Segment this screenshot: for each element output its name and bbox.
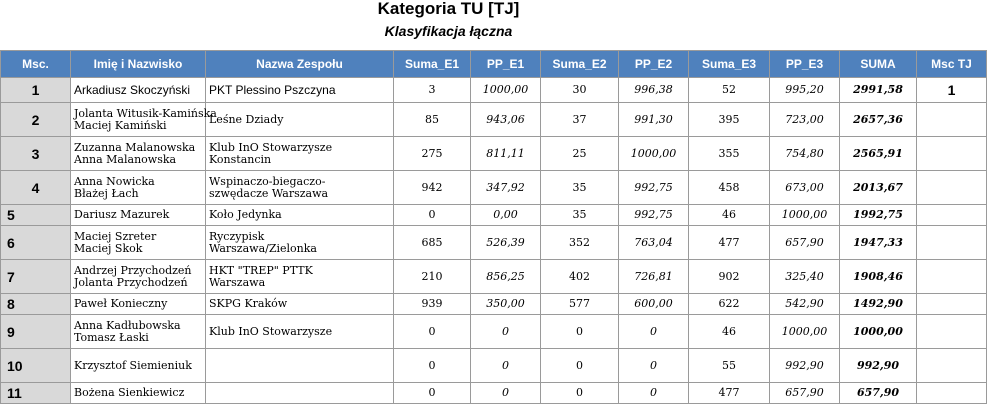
participant-name: Dariusz Mazurek xyxy=(74,208,170,221)
suma-cell: 2013,67 xyxy=(840,171,917,205)
participant-names-cell xyxy=(71,137,206,171)
place-cell: 3 xyxy=(1,137,71,171)
team-name-cell xyxy=(206,226,394,260)
suma-e2-cell: 35 xyxy=(541,171,619,205)
table-row xyxy=(1,137,987,171)
msc-tj-cell xyxy=(917,315,987,349)
suma-e2-cell: 0 xyxy=(541,349,619,383)
place-cell: 11 xyxy=(1,383,71,404)
table-row xyxy=(1,103,987,137)
participant-name: Tomasz Łaski xyxy=(74,330,149,344)
pp-e3-cell: 992,90 xyxy=(770,349,840,383)
suma-e3-cell: 395 xyxy=(689,103,770,137)
suma-cell: 1492,90 xyxy=(840,294,917,315)
msc-tj-cell xyxy=(917,103,987,137)
msc-tj-cell xyxy=(917,137,987,171)
team-name-line: Koło Jedynka xyxy=(209,208,282,221)
suma-e1-cell: 210 xyxy=(394,260,471,294)
pp-e2-cell: 1000,00 xyxy=(619,137,689,171)
suma-e1-cell: 939 xyxy=(394,294,471,315)
pp-e3-cell: 1000,00 xyxy=(770,315,840,349)
msc-tj-cell xyxy=(917,294,987,315)
team-name-line: Klub InO Stowarzysze xyxy=(209,140,333,154)
suma-e3-cell: 477 xyxy=(689,226,770,260)
participant-name: Krzysztof Siemieniuk xyxy=(74,358,192,372)
team-name-line: SKPG Kraków xyxy=(209,297,288,310)
suma-e2-cell: 0 xyxy=(541,315,619,349)
column-header-suma-e1: Suma_E1 xyxy=(394,51,471,78)
participant-names-cell xyxy=(71,205,206,226)
suma-e1-cell: 0 xyxy=(394,349,471,383)
table-row xyxy=(1,294,987,315)
msc-tj-cell xyxy=(917,349,987,383)
suma-e3-cell: 46 xyxy=(689,315,770,349)
table-row xyxy=(1,260,987,294)
column-header-suma: SUMA xyxy=(840,51,917,78)
table-row xyxy=(1,349,987,383)
participant-names-cell xyxy=(71,260,206,294)
suma-e1-cell: 0 xyxy=(394,383,471,404)
pp-e1-cell: 1000,00 xyxy=(471,78,541,103)
suma-cell: 657,90 xyxy=(840,383,917,404)
participant-names-cell xyxy=(71,315,206,349)
pp-e1-cell: 350,00 xyxy=(471,294,541,315)
suma-e2-cell: 352 xyxy=(541,226,619,260)
suma-cell: 2565,91 xyxy=(840,137,917,171)
team-name-cell xyxy=(206,260,394,294)
team-name-line: Ryczypisk xyxy=(209,229,265,243)
participant-name: Maciej Skok xyxy=(74,241,143,255)
pp-e3-cell: 754,80 xyxy=(770,137,840,171)
suma-e2-cell: 30 xyxy=(541,78,619,103)
participant-names-cell xyxy=(71,383,206,404)
suma-e1-cell: 275 xyxy=(394,137,471,171)
pp-e2-cell: 992,75 xyxy=(619,171,689,205)
team-name-line: szwędacze Warszawa xyxy=(209,186,329,200)
participant-names-cell xyxy=(71,171,206,205)
column-header-pp-e3: PP_E3 xyxy=(770,51,840,78)
column-header-pp-e2: PP_E2 xyxy=(619,51,689,78)
participant-name: Maciej Szreter xyxy=(74,229,157,243)
pp-e3-cell: 325,40 xyxy=(770,260,840,294)
page-subtitle: Klasyfikacja łączna xyxy=(384,23,513,39)
suma-e2-cell: 35 xyxy=(541,205,619,226)
suma-e3-cell: 52 xyxy=(689,78,770,103)
pp-e3-cell: 657,90 xyxy=(770,226,840,260)
place-cell: 10 xyxy=(1,349,71,383)
column-header-msc-tj: Msc TJ xyxy=(917,51,987,78)
pp-e2-cell: 726,81 xyxy=(619,260,689,294)
pp-e2-cell: 0 xyxy=(619,349,689,383)
pp-e1-cell: 0 xyxy=(471,383,541,404)
column-header-name: Imię i Nazwisko xyxy=(71,51,206,78)
suma-e2-cell: 0 xyxy=(541,383,619,404)
suma-e2-cell: 577 xyxy=(541,294,619,315)
place-cell: 7 xyxy=(1,260,71,294)
column-header-pp-e1: PP_E1 xyxy=(471,51,541,78)
table-header-row xyxy=(1,51,987,78)
table-row xyxy=(1,205,987,226)
pp-e3-cell: 673,00 xyxy=(770,171,840,205)
pp-e3-cell: 542,90 xyxy=(770,294,840,315)
results-table xyxy=(0,50,987,404)
suma-e3-cell: 355 xyxy=(689,137,770,171)
team-name-cell xyxy=(206,383,394,404)
suma-cell: 1947,33 xyxy=(840,226,917,260)
team-name-line: Wspinaczo-biegaczo- xyxy=(209,174,326,188)
suma-e1-cell: 685 xyxy=(394,226,471,260)
participant-names-cell xyxy=(71,226,206,260)
participant-name: Jolanta Przychodzeń xyxy=(74,275,188,289)
table-row xyxy=(1,226,987,260)
suma-cell: 2657,36 xyxy=(840,103,917,137)
participant-name: Anna Malanowska xyxy=(74,152,177,166)
suma-e3-cell: 902 xyxy=(689,260,770,294)
msc-tj-cell xyxy=(917,260,987,294)
participant-names-cell xyxy=(71,78,206,103)
place-cell: 4 xyxy=(1,171,71,205)
place-cell: 8 xyxy=(1,294,71,315)
pp-e2-cell: 0 xyxy=(619,315,689,349)
pp-e1-cell: 856,25 xyxy=(471,260,541,294)
pp-e2-cell: 996,38 xyxy=(619,78,689,103)
place-cell: 5 xyxy=(1,205,71,226)
column-header-team: Nazwa Zespołu xyxy=(206,51,394,78)
team-name-cell xyxy=(206,171,394,205)
place-cell: 2 xyxy=(1,103,71,137)
team-name-cell xyxy=(206,349,394,383)
suma-e3-cell: 55 xyxy=(689,349,770,383)
suma-e1-cell: 85 xyxy=(394,103,471,137)
team-name-line: Warszawa/Zielonka xyxy=(209,241,317,255)
team-name-cell xyxy=(206,137,394,171)
column-header-msc: Msc. xyxy=(1,51,71,78)
place-cell: 6 xyxy=(1,226,71,260)
pp-e2-cell: 763,04 xyxy=(619,226,689,260)
suma-e1-cell: 0 xyxy=(394,205,471,226)
page-title: Kategoria TU [TJ] xyxy=(377,0,520,18)
suma-e3-cell: 46 xyxy=(689,205,770,226)
suma-e2-cell: 402 xyxy=(541,260,619,294)
participant-name: Andrzej Przychodzeń xyxy=(74,263,192,277)
column-header-suma-e3: Suma_E3 xyxy=(689,51,770,78)
pp-e1-cell: 0 xyxy=(471,349,541,383)
suma-cell: 2991,58 xyxy=(840,78,917,103)
table-row xyxy=(1,383,987,404)
team-name-line: Klub InO Stowarzysze xyxy=(209,324,333,338)
suma-cell: 1000,00 xyxy=(840,315,917,349)
msc-tj-cell xyxy=(917,205,987,226)
pp-e1-cell: 0 xyxy=(471,315,541,349)
participant-name: Jolanta Witusik-Kamińska xyxy=(74,106,217,120)
team-name-cell xyxy=(206,205,394,226)
msc-tj-cell: 1 xyxy=(917,78,987,103)
suma-cell: 1908,46 xyxy=(840,260,917,294)
team-name-cell xyxy=(206,78,394,103)
table-row xyxy=(1,78,987,103)
pp-e1-cell: 347,92 xyxy=(471,171,541,205)
participant-name: Paweł Konieczny xyxy=(74,297,168,310)
participant-name: Anna Nowicka xyxy=(74,174,155,188)
participant-name: Anna Kadłubowska xyxy=(74,318,181,332)
team-name-line: Konstancin xyxy=(209,152,272,166)
pp-e1-cell: 526,39 xyxy=(471,226,541,260)
participant-names-cell xyxy=(71,103,217,137)
participant-name: Zuzanna Malanowska xyxy=(74,140,196,154)
msc-tj-cell xyxy=(917,383,987,404)
suma-cell: 992,90 xyxy=(840,349,917,383)
participant-name: Bożena Sienkiewicz xyxy=(74,386,185,399)
suma-cell: 1992,75 xyxy=(840,205,917,226)
suma-e1-cell: 3 xyxy=(394,78,471,103)
participant-names-cell xyxy=(71,294,206,315)
participant-name: Błażej Łach xyxy=(74,186,139,200)
table-row xyxy=(1,315,987,349)
pp-e2-cell: 992,75 xyxy=(619,205,689,226)
pp-e1-cell: 0,00 xyxy=(471,205,541,226)
team-name-line: HKT "TREP" PTTK xyxy=(209,263,313,277)
team-name-cell xyxy=(206,103,394,137)
column-header-suma-e2: Suma_E2 xyxy=(541,51,619,78)
suma-e2-cell: 25 xyxy=(541,137,619,171)
team-name-cell xyxy=(206,315,394,349)
team-name-line: Leśne Dziady xyxy=(209,112,284,126)
pp-e3-cell: 995,20 xyxy=(770,78,840,103)
table-row xyxy=(1,171,987,205)
pp-e2-cell: 0 xyxy=(619,383,689,404)
pp-e3-cell: 657,90 xyxy=(770,383,840,404)
pp-e2-cell: 600,00 xyxy=(619,294,689,315)
team-name-line: PKT Plessino Pszczyna xyxy=(209,83,336,97)
suma-e3-cell: 477 xyxy=(689,383,770,404)
suma-e1-cell: 942 xyxy=(394,171,471,205)
participant-names-cell xyxy=(71,349,206,383)
participant-name: Arkadiusz Skoczyński xyxy=(74,83,191,97)
pp-e3-cell: 723,00 xyxy=(770,103,840,137)
msc-tj-cell xyxy=(917,226,987,260)
suma-e2-cell: 37 xyxy=(541,103,619,137)
team-name-cell xyxy=(206,294,394,315)
msc-tj-cell xyxy=(917,171,987,205)
participant-name: Maciej Kamiński xyxy=(74,118,167,132)
pp-e2-cell: 991,30 xyxy=(619,103,689,137)
team-name-line: Warszawa xyxy=(209,275,266,289)
pp-e1-cell: 811,11 xyxy=(471,137,541,171)
place-cell: 1 xyxy=(1,78,71,103)
pp-e3-cell: 1000,00 xyxy=(770,205,840,226)
pp-e1-cell: 943,06 xyxy=(471,103,541,137)
suma-e1-cell: 0 xyxy=(394,315,471,349)
place-cell: 9 xyxy=(1,315,71,349)
suma-e3-cell: 622 xyxy=(689,294,770,315)
suma-e3-cell: 458 xyxy=(689,171,770,205)
